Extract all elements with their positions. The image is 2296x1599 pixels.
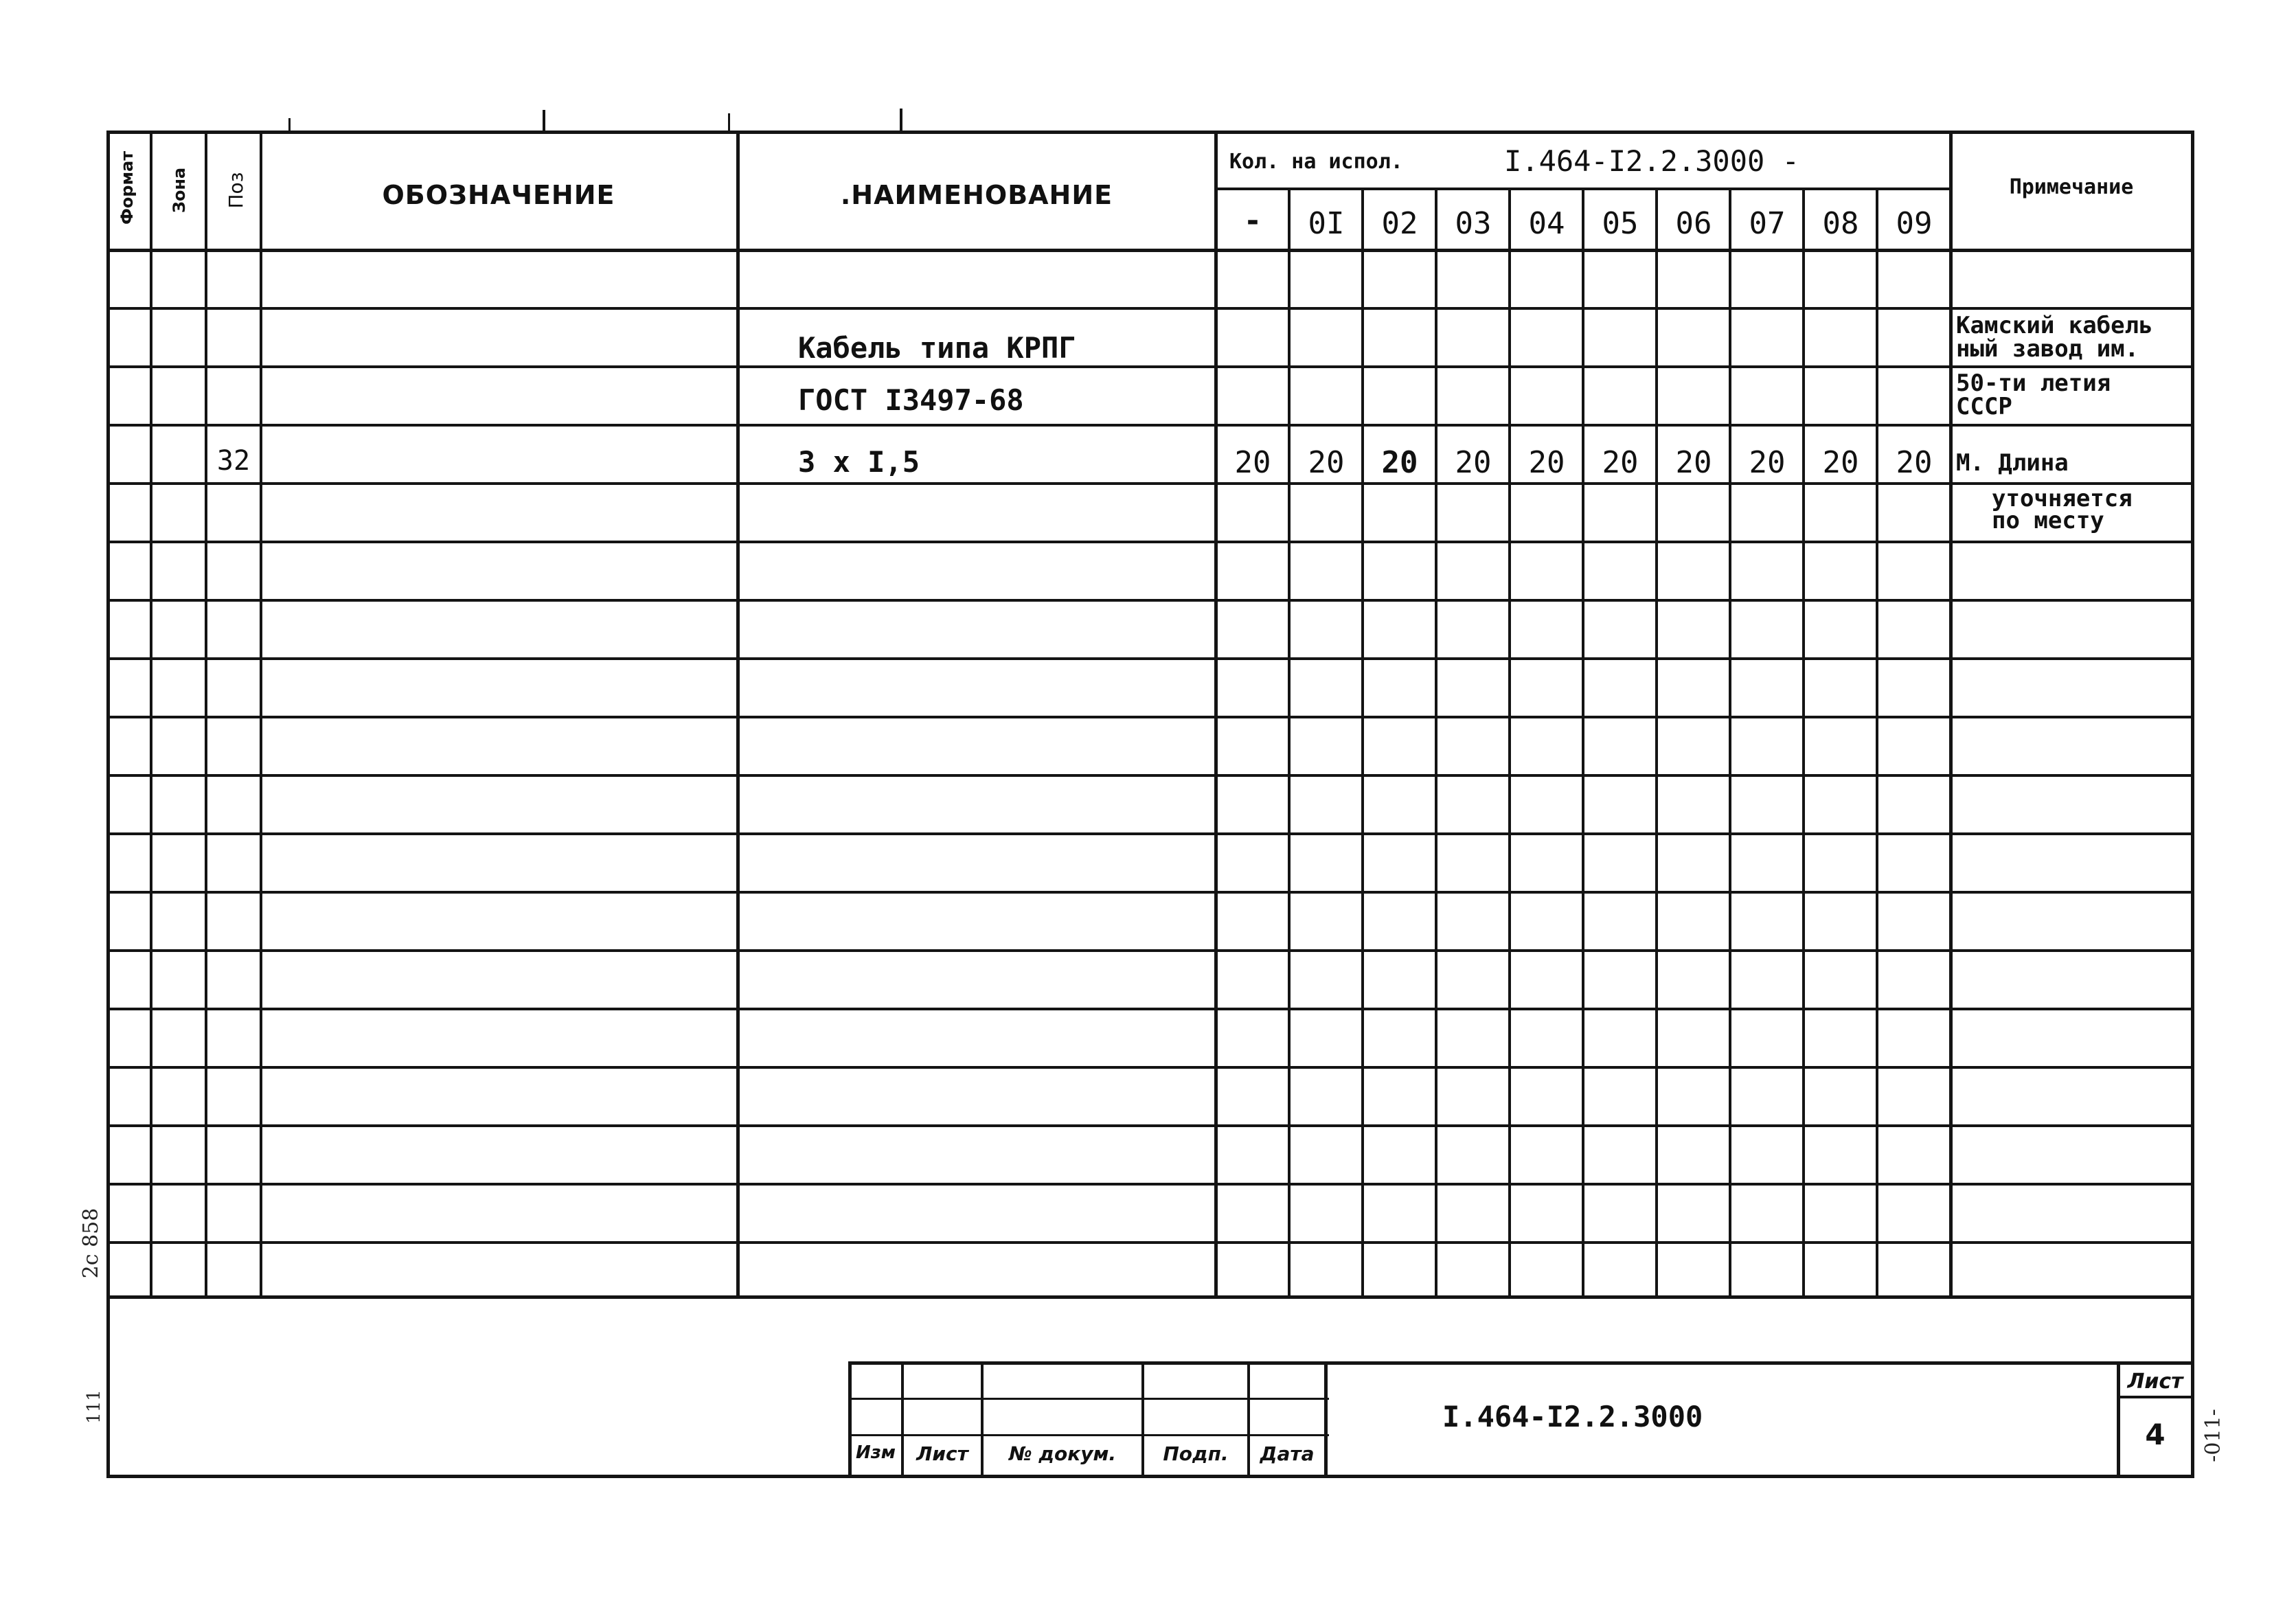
header-zone: Зона [170,167,189,214]
tb-label-date: Дата [1260,1442,1315,1465]
tb-label-sign: Подп. [1163,1442,1229,1465]
margin-right-code: -011- [2201,1409,2225,1462]
header-bottom-line [106,249,2194,252]
tb-doc-number: I.464-I2.2.3000 [1442,1400,1703,1433]
item-qty: 20 [1308,445,1345,480]
item-note: Камский кабель [1956,312,2153,339]
header-format: Формат [117,150,137,225]
variant-col-line [1582,189,1584,1298]
frame-right [2191,131,2194,1478]
item-name: Кабель типа КРПГ [798,331,1076,365]
tb-rev-line [848,1398,1329,1400]
frame-bottom [106,1475,2194,1478]
row-line [106,1183,2194,1186]
variant-header: 02 [1381,206,1418,241]
variant-header: 03 [1455,206,1492,241]
variant-header: 0I [1308,206,1345,241]
tb-label-izm: Изм [855,1442,896,1463]
frame-top [106,131,2194,134]
col-line-zone-pos [205,131,207,1298]
qty-header-divider [1216,188,1951,190]
variant-col-line [1435,189,1437,1298]
col-line-qty-note [1949,131,1953,1298]
variant-header: 08 [1822,206,1859,241]
row-line [106,657,2194,660]
top-tick [288,118,291,132]
item-qty: 20 [1749,445,1786,480]
col-line-designation-name [736,131,740,1298]
col-line-name-qty [1214,131,1218,1298]
tb-sheet-number: 4 [2145,1418,2166,1451]
row-line [106,482,2194,485]
item-qty: 20 [1381,445,1418,480]
table-bottom-line [106,1295,2194,1299]
header-doc-code: I.464-I2.2.3000 - [1504,144,1799,178]
margin-small-mark: 111 [84,1390,104,1424]
variant-col-line [1508,189,1511,1298]
row-line [106,1124,2194,1127]
row-line [106,541,2194,543]
margin-inventory-number: 2с 858 [79,1207,103,1279]
variant-header: 07 [1749,206,1786,241]
item-qty: 20 [1822,445,1859,480]
item-name: 3 х I,5 [798,445,920,479]
variant-col-line [1876,189,1878,1298]
item-note: уточняется [1992,485,2133,512]
item-note: СССР [1956,393,2012,420]
tb-sheet-label: Лист [2127,1370,2183,1394]
top-tick [728,113,730,132]
row-line [106,307,2194,310]
row-line [106,774,2194,777]
tb-sheet-divider [2117,1396,2194,1398]
header-pos: Поз [225,172,247,209]
item-note: ный завод им. [1956,335,2139,363]
header-designation: ОБОЗНАЧЕНИЕ [382,180,615,210]
row-line [106,365,2194,368]
col-line-pos-designation [260,131,262,1298]
header-note: Примечание [2009,175,2134,199]
top-tick [543,110,545,132]
item-qty: 20 [1455,445,1492,480]
item-qty: 20 [1602,445,1639,480]
item-note: М. Длина [1956,449,2069,477]
row-line [106,832,2194,835]
row-line [106,1241,2194,1244]
variant-col-line [1802,189,1805,1298]
row-line [106,1066,2194,1069]
row-line [106,891,2194,894]
variant-header: 04 [1528,206,1565,241]
col-line-format-zone [150,131,152,1298]
variant-col-line [1361,189,1364,1298]
tb-label-list: Лист [916,1442,968,1465]
row-line [106,716,2194,718]
variant-col-line [1655,189,1658,1298]
tb-rev-line [848,1434,1329,1436]
row-line [106,424,2194,427]
row-line [106,599,2194,602]
item-qty: 20 [1528,445,1565,480]
tb-col [1324,1361,1328,1478]
variant-header: 06 [1675,206,1712,241]
item-pos: 32 [216,445,251,477]
variant-header: 05 [1602,206,1639,241]
row-line [106,1008,2194,1010]
row-line [106,949,2194,952]
tb-top [848,1361,2194,1365]
item-name: ГОСТ I3497-68 [798,383,1024,417]
variant-col-line [1729,189,1731,1298]
top-tick [900,109,902,132]
item-qty: 20 [1675,445,1712,480]
item-qty: 20 [1234,445,1271,480]
item-note: 50-ти летия [1956,370,2111,397]
header-qty-label: Кол. на испол. [1229,150,1403,174]
header-name: .НАИМЕНОВАНИЕ [840,180,1113,210]
variant-header: - [1243,203,1262,238]
frame-left [106,131,110,1478]
variant-header: 09 [1896,206,1933,241]
variant-col-line [1288,189,1291,1298]
item-note: по месту [1992,507,2104,534]
tb-label-docnum: № докум. [1008,1442,1117,1465]
item-qty: 20 [1896,445,1933,480]
